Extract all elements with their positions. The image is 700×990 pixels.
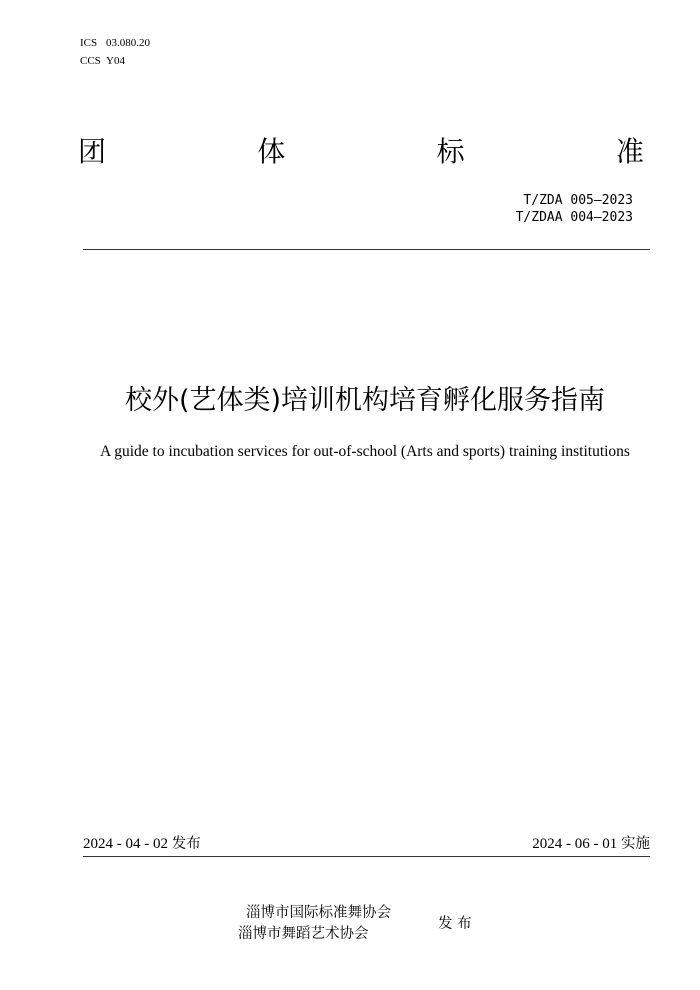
ics-line xyxy=(80,34,150,52)
publisher-name: 淄博市舞蹈艺术协会 xyxy=(238,926,369,942)
issue-date-block xyxy=(83,833,201,855)
doc-type-char: 标 xyxy=(436,135,465,168)
implement-date-block xyxy=(532,833,650,855)
doc-type-char: 体 xyxy=(257,135,286,168)
ccs-label: CCS xyxy=(80,55,101,67)
standard-numbers xyxy=(516,192,633,226)
ics-label: ICS xyxy=(80,37,98,49)
standard-number: T/ZDAA 004—2023 xyxy=(515,210,633,225)
publishers xyxy=(238,903,391,945)
ccs-value: Y04 xyxy=(106,55,125,67)
implement-label: 实施 xyxy=(621,836,650,852)
ccs-line xyxy=(80,52,150,70)
date-row xyxy=(83,833,650,855)
classification-codes xyxy=(80,34,150,70)
ics-value: 03.080.20 xyxy=(106,37,150,49)
document-type-heading xyxy=(78,134,644,170)
implement-date: 2024 - 06 - 01 xyxy=(532,836,618,852)
top-divider xyxy=(83,249,650,250)
issue-label: 发布 xyxy=(171,836,201,852)
publisher-name: 淄博市国际标准舞协会 xyxy=(246,905,391,921)
standard-number: T/ZDA 005—2023 xyxy=(523,193,633,208)
title-chinese: 校外(艺体类)培训机构培育孵化服务指南 xyxy=(124,385,606,416)
title-english: A guide to incubation services for out-of-school (Arts and sports) training institutions xyxy=(100,443,630,460)
doc-type-char: 准 xyxy=(615,135,644,168)
doc-type-char: 团 xyxy=(78,135,107,168)
bottom-divider xyxy=(83,856,650,857)
publish-label: 发 布 xyxy=(438,916,472,932)
issue-date: 2024 - 04 - 02 xyxy=(83,836,168,852)
